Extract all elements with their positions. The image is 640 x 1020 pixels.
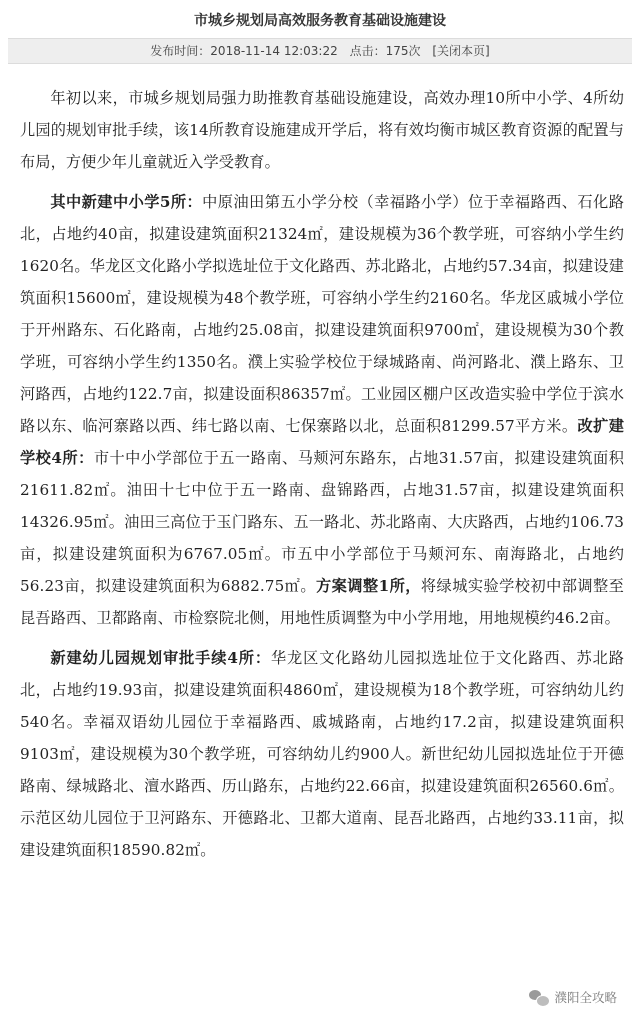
watermark-text: 濮阳全攻略 <box>554 990 617 1005</box>
new-schools-heading: 其中新建中小学5所： <box>50 193 203 211</box>
wechat-icon <box>529 990 549 1005</box>
kindergartens-heading: 新建幼儿园规划审批手续4所： <box>50 649 271 667</box>
expanded-schools-text: 市十中小学部位于五一路南、马颊河东路东，占地31.57亩，拟建设建筑面积21611.82㎡。油田十七中位于五一路南、盘锦路西，占地31.57亩，拟建设建筑面积14326.95㎡。油田三高位于玉门路东、五一路北、苏北路南、大庆路西，占地约106.73亩，拟建设建筑面积为6767.05㎡。市五中小学部位于马颊河东、南海路北，占地约56.23亩，拟建设建筑面积为6882.75㎡。 <box>20 449 624 595</box>
close-page-link[interactable]: [关闭本页] <box>432 44 490 58</box>
plan-adjust-heading: 方案调整1所， <box>315 577 421 595</box>
article-body <box>20 82 624 874</box>
new-schools-text: 中原油田第五小学分校（幸福路小学）位于幸福路西、石化路北，占地约40亩，拟建设建筑面积21324㎡，建设规模为36个教学班，可容纳小学生约1620名。华龙区文化路小学拟选址位于文化路西、苏北路北，占地约57.34亩，拟建设建筑面积15600㎡，建设规模为48个教学班，可容纳小学生约2160名。华龙区戚城小学位于开州路东、石化路南，占地约25.08亩，拟建设建筑面积9700㎡，建设规模为30个教学班，可容纳小学生约1350名。濮上实验学校位于绿城路南、尚河路北、濮上路东、卫河路西，占地约122.7亩，拟建设面积86357㎡。工业园区棚户区改造实验中学位于滨水路以东、临河寨路以西、纬七路以南、七保寨路以北，总面积81299.57平方米。 <box>20 193 624 435</box>
expanded-schools-heading: 改扩建学校4所： <box>20 417 624 467</box>
publish-time: 2018-11-14 12:03:22 <box>210 44 338 58</box>
click-count: 175次 <box>385 44 421 58</box>
page-title: 市城乡规划局高效服务教育基础设施建设 <box>194 13 446 29</box>
publish-label: 发布时间： <box>150 44 211 58</box>
intro-paragraph: 年初以来，市城乡规划局强力助推教育基础设施建设，高效办理10所中小学、4所幼儿园的规划审批手续，该14所教育设施建成开学后，将有效均衡市城区教育资源的配置与布局，方便少年儿童就近入学受教育。 <box>20 89 624 171</box>
plan-adjust-text: 将绿城实验学校初中部调整至昆吾路西、卫都路南、市检察院北侧，用地性质调整为中小学用地，用地规模约46.2亩。 <box>20 577 624 627</box>
publish-info <box>150 44 337 58</box>
clicks-label: 点击： <box>349 44 386 58</box>
watermark <box>526 988 620 1006</box>
schools-paragraph <box>20 186 624 634</box>
meta-bar <box>8 38 632 64</box>
click-info <box>350 44 421 58</box>
kindergartens-paragraph <box>20 642 624 866</box>
kindergartens-text: 华龙区文化路幼儿园拟选址位于文化路西、苏北路北，占地约19.93亩，拟建设建筑面积4860㎡，建设规模为18个教学班，可容纳幼儿约540名。幸福双语幼儿园位于幸福路西、戚城路南，占地约17.2亩，拟建设建筑面积9103㎡，建设规模为30个教学班，可容纳幼儿约900人。新世纪幼儿园拟选址位于开德路南、绿城路北、澶水路西、历山路东，占地约22.66亩，拟建设建筑面积26560.6㎡。示范区幼儿园位于卫河路东、开德路北、卫都大道南、昆吾北路西，占地约33.11亩，拟建设建筑面积18590.82㎡。 <box>20 649 625 859</box>
